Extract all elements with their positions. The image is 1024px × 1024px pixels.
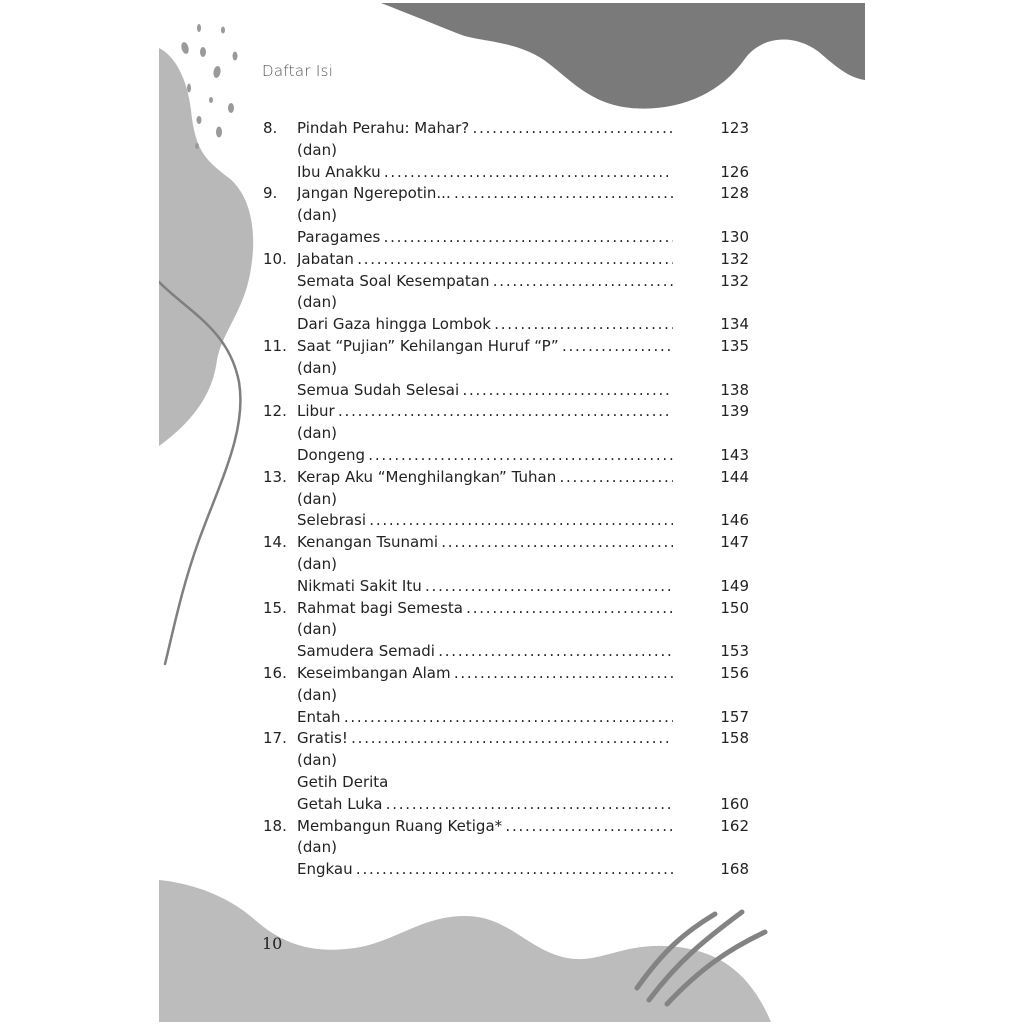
toc-entry-title: Nikmati Sakit Itu . . . <box>297 576 673 598</box>
toc-entry-title: (dan) <box>297 620 337 639</box>
toc-page-number: 143 <box>720 445 749 464</box>
running-header: Daftar Isi <box>262 62 334 80</box>
toc-page-number: 132 <box>720 249 749 268</box>
bottom-blob <box>159 880 771 1022</box>
toc-entry-title: (dan) <box>297 206 337 225</box>
toc-row <box>259 489 749 511</box>
toc-entry-title: Getih Derita <box>297 772 389 791</box>
toc-entry-title: Keseimbangan Alam . . . <box>297 663 673 685</box>
toc-entry-title: Jangan Ngerepotin... . . . <box>297 183 673 205</box>
toc-row <box>259 510 749 532</box>
toc-entry-title: (dan) <box>297 140 337 159</box>
toc-entry-title: Selebrasi . . . <box>297 510 673 532</box>
toc-page-number: 158 <box>720 729 749 748</box>
toc-row <box>259 532 749 554</box>
toc-row <box>259 619 749 641</box>
toc-entry-title: Saat “Pujian” Kehilangan Huruf “P” . . . <box>297 336 673 358</box>
toc-entry-title: (dan) <box>297 489 337 508</box>
toc-chapter-number: 11. <box>263 336 287 355</box>
toc-chapter-number: 13. <box>263 467 287 486</box>
toc-row <box>259 118 749 140</box>
toc-entry-title: Engkau . . . <box>297 859 673 881</box>
toc-entry-title: (dan) <box>297 424 337 443</box>
toc-entry-title: Kerap Aku “Menghilangkan” Tuhan . . . <box>297 467 673 489</box>
toc-page-number: 150 <box>720 598 749 617</box>
toc-page-number: 128 <box>720 184 749 203</box>
toc-entry-title: Ibu Anakku . . . <box>297 162 673 184</box>
toc-page-number: 162 <box>720 816 749 835</box>
toc-row <box>259 380 749 402</box>
toc-entry-title: (dan) <box>297 685 337 704</box>
toc-entry-title: (dan) <box>297 293 337 312</box>
toc-page-number: 123 <box>720 119 749 137</box>
toc-row <box>259 401 749 423</box>
toc-entry-title: Getah Luka . . . <box>297 794 673 816</box>
toc-row <box>259 314 749 336</box>
page-number: 10 <box>262 934 283 953</box>
toc-chapter-number: 14. <box>263 533 287 552</box>
toc-row <box>259 663 749 685</box>
book-page <box>159 0 865 1022</box>
toc-page-number: 138 <box>720 380 749 399</box>
toc-page-number: 126 <box>720 162 749 181</box>
toc-row <box>259 598 749 620</box>
toc-page-number: 149 <box>720 576 749 595</box>
toc-entry-title: Entah . . . <box>297 707 673 729</box>
toc-page-number: 146 <box>720 511 749 530</box>
toc-row <box>259 358 749 380</box>
toc-row <box>259 816 749 838</box>
toc-row <box>259 685 749 707</box>
toc-row <box>259 772 749 794</box>
toc-row <box>259 140 749 162</box>
toc-entry-title: Kenangan Tsunami . . . <box>297 532 673 554</box>
toc-chapter-number: 17. <box>263 729 287 748</box>
toc-entry-title: Libur . . . <box>297 401 673 423</box>
toc-entry-title: (dan) <box>297 358 337 377</box>
toc-page-number: 153 <box>720 642 749 661</box>
toc-page-number: 134 <box>720 315 749 334</box>
toc-row <box>259 445 749 467</box>
toc-chapter-number: 16. <box>263 663 287 682</box>
toc-row <box>259 728 749 750</box>
toc-row <box>259 205 749 227</box>
top-right-blob <box>381 3 865 109</box>
toc-row <box>259 554 749 576</box>
toc-chapter-number: 10. <box>263 249 287 268</box>
toc-row <box>259 707 749 729</box>
toc-page-number: 160 <box>720 794 749 813</box>
toc-entry-title: Gratis! . . . <box>297 728 673 750</box>
toc-page-number: 132 <box>720 271 749 290</box>
toc-row <box>259 271 749 293</box>
toc-chapter-number: 18. <box>263 816 287 835</box>
toc-entry-title: Membangun Ruang Ketiga* . . . <box>297 816 673 838</box>
toc-page-number: 147 <box>720 533 749 552</box>
toc-page-number: 168 <box>720 860 749 879</box>
toc-row <box>259 750 749 772</box>
toc-entry-title: Semua Sudah Selesai . . . <box>297 380 673 402</box>
toc-entry-title: Samudera Semadi . . . <box>297 641 673 663</box>
toc-row <box>259 227 749 249</box>
toc-entry-title: Semata Soal Kesempatan . . . <box>297 271 673 293</box>
toc-row <box>259 162 749 184</box>
toc-entry-title: Pindah Perahu: Mahar? . . . <box>297 118 673 140</box>
toc-chapter-number: 15. <box>263 598 287 617</box>
toc-row <box>259 467 749 489</box>
toc-chapter-number: 12. <box>263 402 287 421</box>
toc-row <box>259 423 749 445</box>
toc-row <box>259 183 749 205</box>
toc-page-number: 139 <box>720 402 749 421</box>
toc-page-number: 156 <box>720 663 749 682</box>
toc-page-number: 135 <box>720 336 749 355</box>
toc-entry-title: Dari Gaza hingga Lombok . . . <box>297 314 673 336</box>
table-of-contents <box>259 118 749 881</box>
toc-row <box>259 794 749 816</box>
toc-row <box>259 859 749 881</box>
toc-entry-title: Paragames . . . <box>297 227 673 249</box>
toc-row <box>259 249 749 271</box>
toc-entry-title: (dan) <box>297 838 337 857</box>
toc-page-number: 144 <box>720 467 749 486</box>
toc-entry-title: Dongeng . . . <box>297 445 673 467</box>
toc-entry-title: (dan) <box>297 751 337 770</box>
toc-row <box>259 336 749 358</box>
toc-entry-title: Jabatan . . . <box>297 249 673 271</box>
toc-row <box>259 292 749 314</box>
toc-row <box>259 641 749 663</box>
toc-row <box>259 576 749 598</box>
toc-page-number: 130 <box>720 227 749 246</box>
toc-entry-title: (dan) <box>297 554 337 573</box>
toc-entry-title: Rahmat bagi Semesta . . . <box>297 598 673 620</box>
toc-page-number: 157 <box>720 707 749 726</box>
toc-chapter-number: 8. <box>263 119 278 137</box>
toc-row <box>259 837 749 859</box>
toc-chapter-number: 9. <box>263 184 278 203</box>
